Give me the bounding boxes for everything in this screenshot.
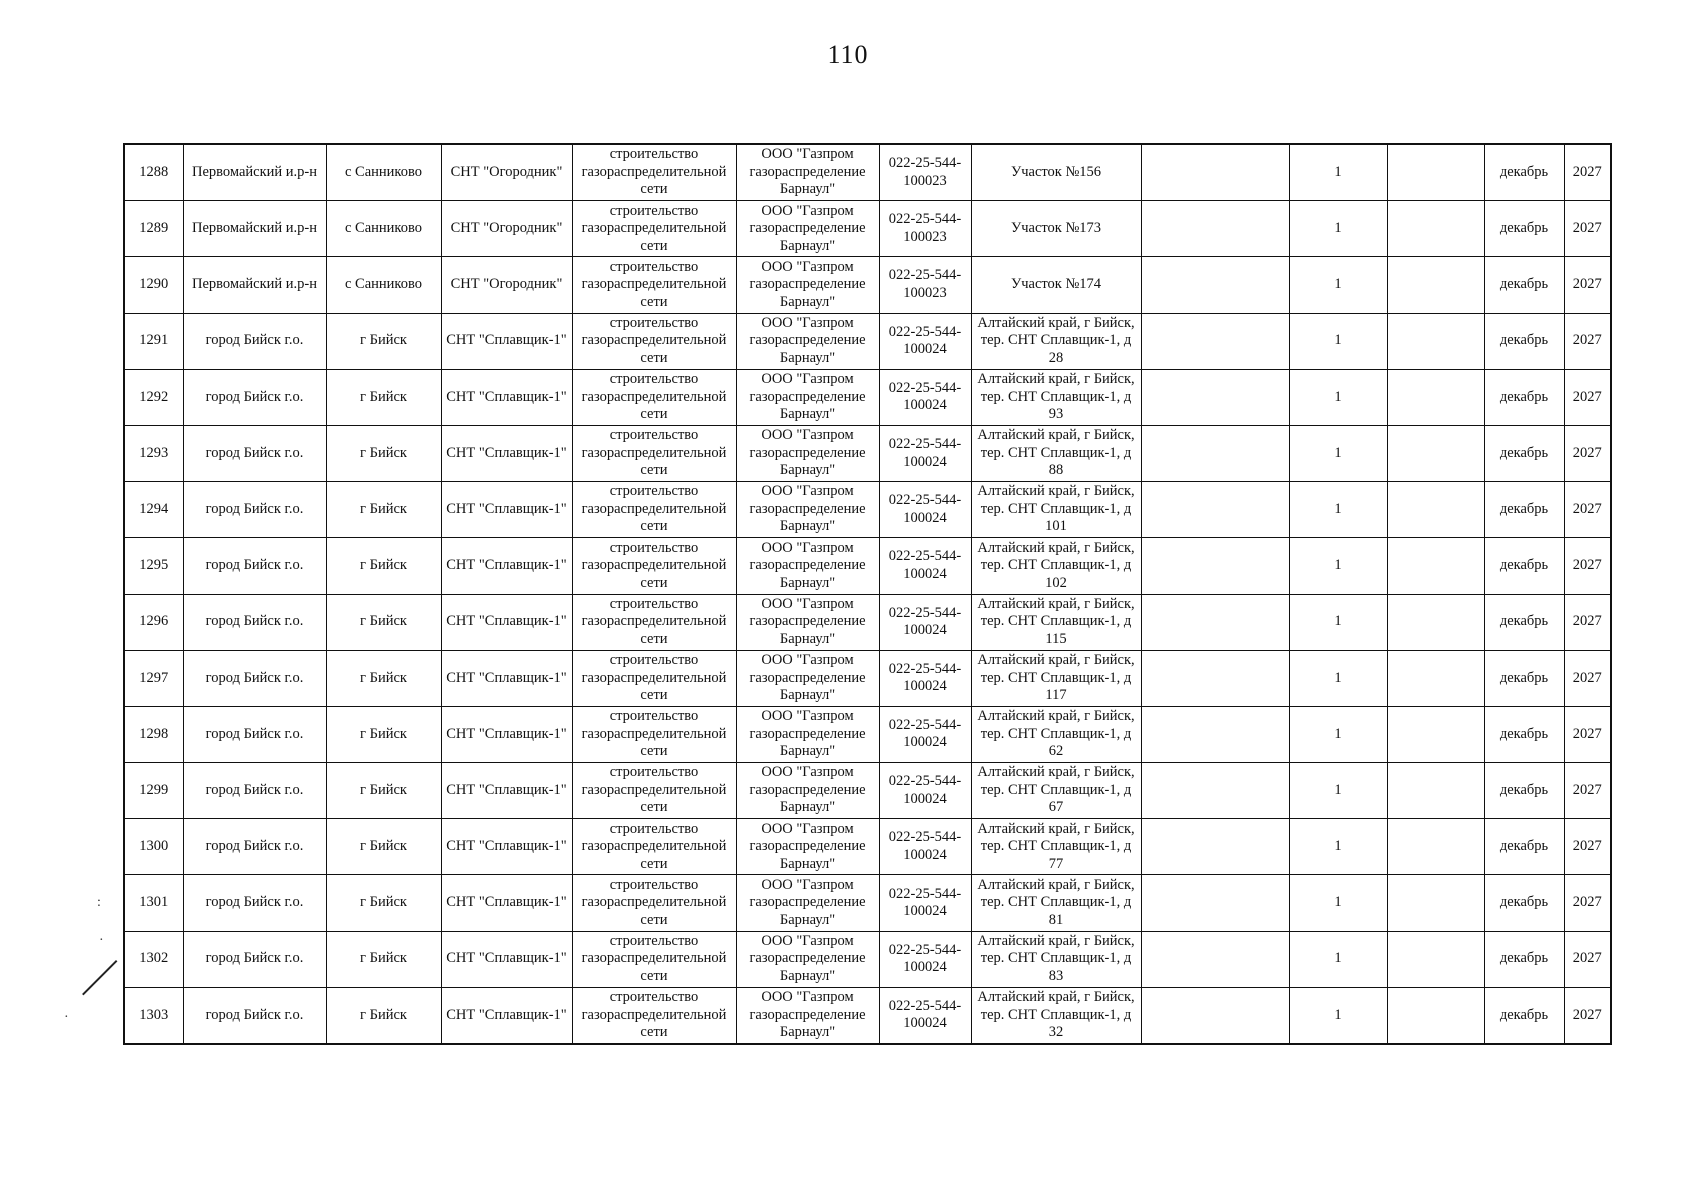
year-cell: 2027: [1564, 931, 1611, 987]
table-row: [124, 538, 1611, 594]
year-cell: 2027: [1564, 987, 1611, 1044]
snt-cell: СНТ "Сплавщик-1": [441, 594, 572, 650]
row-number: 1291: [124, 313, 183, 369]
month-cell: декабрь: [1484, 987, 1564, 1044]
work-type-cell: строительство газораспределительной сети: [572, 201, 736, 257]
code-cell: 022-25-544-100024: [879, 482, 971, 538]
month-cell: декабрь: [1484, 931, 1564, 987]
locality-cell: г Бийск: [326, 931, 441, 987]
address-cell: Алтайский край, г Бийск, тер. СНТ Сплавщик-1, д 101: [971, 482, 1141, 538]
snt-cell: СНТ "Сплавщик-1": [441, 538, 572, 594]
month-cell: декабрь: [1484, 313, 1564, 369]
organization-cell: ООО "Газпром газораспределение Барнаул": [736, 763, 879, 819]
empty-cell: [1141, 706, 1289, 762]
month-cell: декабрь: [1484, 763, 1564, 819]
empty-cell: [1141, 369, 1289, 425]
quantity-cell: 1: [1289, 313, 1387, 369]
empty-cell: [1141, 650, 1289, 706]
year-cell: 2027: [1564, 257, 1611, 313]
quantity-cell: 1: [1289, 987, 1387, 1044]
work-type-cell: строительство газораспределительной сети: [572, 313, 736, 369]
table-row: [124, 875, 1611, 931]
empty-cell: [1141, 875, 1289, 931]
quantity-cell: 1: [1289, 482, 1387, 538]
empty-cell: [1141, 594, 1289, 650]
locality-cell: г Бийск: [326, 482, 441, 538]
empty-cell: [1387, 706, 1484, 762]
quantity-cell: 1: [1289, 257, 1387, 313]
locality-cell: г Бийск: [326, 369, 441, 425]
empty-cell: [1387, 875, 1484, 931]
empty-cell: [1387, 819, 1484, 875]
address-cell: Алтайский край, г Бийск, тер. СНТ Сплавщик-1, д 115: [971, 594, 1141, 650]
row-number: 1297: [124, 650, 183, 706]
snt-cell: СНТ "Сплавщик-1": [441, 706, 572, 762]
empty-cell: [1387, 594, 1484, 650]
empty-cell: [1141, 482, 1289, 538]
snt-cell: СНТ "Сплавщик-1": [441, 482, 572, 538]
district-cell: город Бийск г.о.: [183, 538, 326, 594]
organization-cell: ООО "Газпром газораспределение Барнаул": [736, 425, 879, 481]
snt-cell: СНТ "Сплавщик-1": [441, 369, 572, 425]
quantity-cell: 1: [1289, 144, 1387, 201]
table-body: [124, 144, 1611, 1044]
year-cell: 2027: [1564, 538, 1611, 594]
code-cell: 022-25-544-100024: [879, 313, 971, 369]
snt-cell: СНТ "Огородник": [441, 201, 572, 257]
quantity-cell: 1: [1289, 201, 1387, 257]
empty-cell: [1141, 819, 1289, 875]
row-number: 1302: [124, 931, 183, 987]
empty-cell: [1141, 257, 1289, 313]
snt-cell: СНТ "Огородник": [441, 257, 572, 313]
address-cell: Алтайский край, г Бийск, тер. СНТ Сплавщик-1, д 62: [971, 706, 1141, 762]
row-number: 1290: [124, 257, 183, 313]
month-cell: декабрь: [1484, 650, 1564, 706]
table-row: [124, 482, 1611, 538]
empty-cell: [1387, 987, 1484, 1044]
code-cell: 022-25-544-100024: [879, 650, 971, 706]
work-type-cell: строительство газораспределительной сети: [572, 594, 736, 650]
locality-cell: с Санниково: [326, 257, 441, 313]
district-cell: город Бийск г.о.: [183, 987, 326, 1044]
year-cell: 2027: [1564, 594, 1611, 650]
work-type-cell: строительство газораспределительной сети: [572, 650, 736, 706]
empty-cell: [1141, 931, 1289, 987]
row-number: 1292: [124, 369, 183, 425]
locality-cell: г Бийск: [326, 819, 441, 875]
year-cell: 2027: [1564, 763, 1611, 819]
code-cell: 022-25-544-100024: [879, 819, 971, 875]
row-number: 1296: [124, 594, 183, 650]
quantity-cell: 1: [1289, 425, 1387, 481]
district-cell: город Бийск г.о.: [183, 425, 326, 481]
month-cell: декабрь: [1484, 706, 1564, 762]
year-cell: 2027: [1564, 369, 1611, 425]
quantity-cell: 1: [1289, 706, 1387, 762]
month-cell: декабрь: [1484, 144, 1564, 201]
table-row: [124, 931, 1611, 987]
address-cell: Алтайский край, г Бийск, тер. СНТ Сплавщик-1, д 77: [971, 819, 1141, 875]
district-cell: город Бийск г.о.: [183, 706, 326, 762]
scan-mark: ·: [64, 1010, 69, 1025]
snt-cell: СНТ "Сплавщик-1": [441, 650, 572, 706]
table-row: [124, 763, 1611, 819]
pen-stroke: [82, 960, 117, 995]
month-cell: декабрь: [1484, 369, 1564, 425]
table-row: [124, 650, 1611, 706]
quantity-cell: 1: [1289, 931, 1387, 987]
organization-cell: ООО "Газпром газораспределение Барнаул": [736, 257, 879, 313]
organization-cell: ООО "Газпром газораспределение Барнаул": [736, 931, 879, 987]
row-number: 1301: [124, 875, 183, 931]
district-cell: город Бийск г.о.: [183, 931, 326, 987]
snt-cell: СНТ "Сплавщик-1": [441, 425, 572, 481]
work-type-cell: строительство газораспределительной сети: [572, 763, 736, 819]
empty-cell: [1387, 763, 1484, 819]
work-type-cell: строительство газораспределительной сети: [572, 706, 736, 762]
row-number: 1295: [124, 538, 183, 594]
locality-cell: г Бийск: [326, 706, 441, 762]
empty-cell: [1387, 482, 1484, 538]
address-cell: Алтайский край, г Бийск, тер. СНТ Сплавщик-1, д 32: [971, 987, 1141, 1044]
snt-cell: СНТ "Сплавщик-1": [441, 763, 572, 819]
empty-cell: [1387, 369, 1484, 425]
row-number: 1293: [124, 425, 183, 481]
code-cell: 022-25-544-100024: [879, 763, 971, 819]
empty-cell: [1387, 425, 1484, 481]
address-cell: Алтайский край, г Бийск, тер. СНТ Сплавщик-1, д 83: [971, 931, 1141, 987]
district-cell: Первомайский и.р-н: [183, 201, 326, 257]
row-number: 1298: [124, 706, 183, 762]
empty-cell: [1141, 313, 1289, 369]
table-row: [124, 369, 1611, 425]
snt-cell: СНТ "Огородник": [441, 144, 572, 201]
address-cell: Алтайский край, г Бийск, тер. СНТ Сплавщик-1, д 102: [971, 538, 1141, 594]
row-number: 1294: [124, 482, 183, 538]
snt-cell: СНТ "Сплавщик-1": [441, 931, 572, 987]
code-cell: 022-25-544-100024: [879, 594, 971, 650]
month-cell: декабрь: [1484, 257, 1564, 313]
scan-mark: ·: [99, 933, 104, 948]
scan-mark: :: [97, 895, 101, 910]
row-number: 1300: [124, 819, 183, 875]
work-type-cell: строительство газораспределительной сети: [572, 369, 736, 425]
address-cell: Участок №174: [971, 257, 1141, 313]
district-cell: город Бийск г.о.: [183, 313, 326, 369]
district-cell: город Бийск г.о.: [183, 650, 326, 706]
locality-cell: г Бийск: [326, 763, 441, 819]
organization-cell: ООО "Газпром газораспределение Барнаул": [736, 144, 879, 201]
empty-cell: [1387, 931, 1484, 987]
work-type-cell: строительство газораспределительной сети: [572, 538, 736, 594]
district-cell: город Бийск г.о.: [183, 819, 326, 875]
code-cell: 022-25-544-100023: [879, 257, 971, 313]
code-cell: 022-25-544-100024: [879, 369, 971, 425]
address-cell: Алтайский край, г Бийск, тер. СНТ Сплавщик-1, д 28: [971, 313, 1141, 369]
year-cell: 2027: [1564, 144, 1611, 201]
snt-cell: СНТ "Сплавщик-1": [441, 313, 572, 369]
organization-cell: ООО "Газпром газораспределение Барнаул": [736, 482, 879, 538]
month-cell: декабрь: [1484, 201, 1564, 257]
year-cell: 2027: [1564, 819, 1611, 875]
work-type-cell: строительство газораспределительной сети: [572, 931, 736, 987]
empty-cell: [1387, 650, 1484, 706]
work-type-cell: строительство газораспределительной сети: [572, 875, 736, 931]
code-cell: 022-25-544-100023: [879, 144, 971, 201]
month-cell: декабрь: [1484, 594, 1564, 650]
code-cell: 022-25-544-100023: [879, 201, 971, 257]
locality-cell: г Бийск: [326, 538, 441, 594]
work-type-cell: строительство газораспределительной сети: [572, 482, 736, 538]
quantity-cell: 1: [1289, 763, 1387, 819]
district-cell: Первомайский и.р-н: [183, 144, 326, 201]
snt-cell: СНТ "Сплавщик-1": [441, 987, 572, 1044]
organization-cell: ООО "Газпром газораспределение Барнаул": [736, 594, 879, 650]
table-row: [124, 819, 1611, 875]
empty-cell: [1141, 201, 1289, 257]
empty-cell: [1141, 144, 1289, 201]
month-cell: декабрь: [1484, 819, 1564, 875]
address-cell: Участок №156: [971, 144, 1141, 201]
work-type-cell: строительство газораспределительной сети: [572, 144, 736, 201]
locality-cell: с Санниково: [326, 144, 441, 201]
organization-cell: ООО "Газпром газораспределение Барнаул": [736, 369, 879, 425]
snt-cell: СНТ "Сплавщик-1": [441, 875, 572, 931]
empty-cell: [1141, 987, 1289, 1044]
address-cell: Алтайский край, г Бийск, тер. СНТ Сплавщик-1, д 93: [971, 369, 1141, 425]
code-cell: 022-25-544-100024: [879, 931, 971, 987]
locality-cell: г Бийск: [326, 594, 441, 650]
quantity-cell: 1: [1289, 594, 1387, 650]
month-cell: декабрь: [1484, 875, 1564, 931]
code-cell: 022-25-544-100024: [879, 425, 971, 481]
year-cell: 2027: [1564, 706, 1611, 762]
row-number: 1299: [124, 763, 183, 819]
empty-cell: [1387, 201, 1484, 257]
organization-cell: ООО "Газпром газораспределение Барнаул": [736, 819, 879, 875]
empty-cell: [1387, 538, 1484, 594]
district-cell: город Бийск г.о.: [183, 482, 326, 538]
address-cell: Алтайский край, г Бийск, тер. СНТ Сплавщик-1, д 88: [971, 425, 1141, 481]
year-cell: 2027: [1564, 650, 1611, 706]
row-number: 1289: [124, 201, 183, 257]
district-cell: Первомайский и.р-н: [183, 257, 326, 313]
month-cell: декабрь: [1484, 538, 1564, 594]
table-row: [124, 313, 1611, 369]
organization-cell: ООО "Газпром газораспределение Барнаул": [736, 987, 879, 1044]
empty-cell: [1387, 144, 1484, 201]
organization-cell: ООО "Газпром газораспределение Барнаул": [736, 538, 879, 594]
year-cell: 2027: [1564, 313, 1611, 369]
locality-cell: г Бийск: [326, 875, 441, 931]
locality-cell: г Бийск: [326, 425, 441, 481]
year-cell: 2027: [1564, 875, 1611, 931]
work-type-cell: строительство газораспределительной сети: [572, 987, 736, 1044]
organization-cell: ООО "Газпром газораспределение Барнаул": [736, 650, 879, 706]
quantity-cell: 1: [1289, 369, 1387, 425]
address-cell: Алтайский край, г Бийск, тер. СНТ Сплавщик-1, д 67: [971, 763, 1141, 819]
work-type-cell: строительство газораспределительной сети: [572, 819, 736, 875]
table-row: [124, 201, 1611, 257]
quantity-cell: 1: [1289, 650, 1387, 706]
locality-cell: г Бийск: [326, 987, 441, 1044]
page-number: 110: [827, 40, 869, 69]
organization-cell: ООО "Газпром газораспределение Барнаул": [736, 706, 879, 762]
year-cell: 2027: [1564, 201, 1611, 257]
address-cell: Алтайский край, г Бийск, тер. СНТ Сплавщик-1, д 117: [971, 650, 1141, 706]
row-number: 1288: [124, 144, 183, 201]
district-cell: город Бийск г.о.: [183, 594, 326, 650]
registry-table: [123, 143, 1612, 1045]
code-cell: 022-25-544-100024: [879, 875, 971, 931]
table-row: [124, 594, 1611, 650]
month-cell: декабрь: [1484, 425, 1564, 481]
address-cell: Алтайский край, г Бийск, тер. СНТ Сплавщик-1, д 81: [971, 875, 1141, 931]
district-cell: город Бийск г.о.: [183, 875, 326, 931]
empty-cell: [1387, 257, 1484, 313]
row-number: 1303: [124, 987, 183, 1044]
table-row: [124, 257, 1611, 313]
month-cell: декабрь: [1484, 482, 1564, 538]
work-type-cell: строительство газораспределительной сети: [572, 425, 736, 481]
code-cell: 022-25-544-100024: [879, 706, 971, 762]
code-cell: 022-25-544-100024: [879, 538, 971, 594]
code-cell: 022-25-544-100024: [879, 987, 971, 1044]
empty-cell: [1141, 538, 1289, 594]
locality-cell: с Санниково: [326, 201, 441, 257]
snt-cell: СНТ "Сплавщик-1": [441, 819, 572, 875]
quantity-cell: 1: [1289, 875, 1387, 931]
district-cell: город Бийск г.о.: [183, 369, 326, 425]
empty-cell: [1141, 763, 1289, 819]
empty-cell: [1141, 425, 1289, 481]
organization-cell: ООО "Газпром газораспределение Барнаул": [736, 313, 879, 369]
organization-cell: ООО "Газпром газораспределение Барнаул": [736, 201, 879, 257]
address-cell: Участок №173: [971, 201, 1141, 257]
locality-cell: г Бийск: [326, 313, 441, 369]
table-row: [124, 425, 1611, 481]
work-type-cell: строительство газораспределительной сети: [572, 257, 736, 313]
table-row: [124, 706, 1611, 762]
empty-cell: [1387, 313, 1484, 369]
quantity-cell: 1: [1289, 819, 1387, 875]
organization-cell: ООО "Газпром газораспределение Барнаул": [736, 875, 879, 931]
district-cell: город Бийск г.о.: [183, 763, 326, 819]
locality-cell: г Бийск: [326, 650, 441, 706]
table-row: [124, 987, 1611, 1044]
quantity-cell: 1: [1289, 538, 1387, 594]
year-cell: 2027: [1564, 425, 1611, 481]
table-row: [124, 144, 1611, 201]
year-cell: 2027: [1564, 482, 1611, 538]
